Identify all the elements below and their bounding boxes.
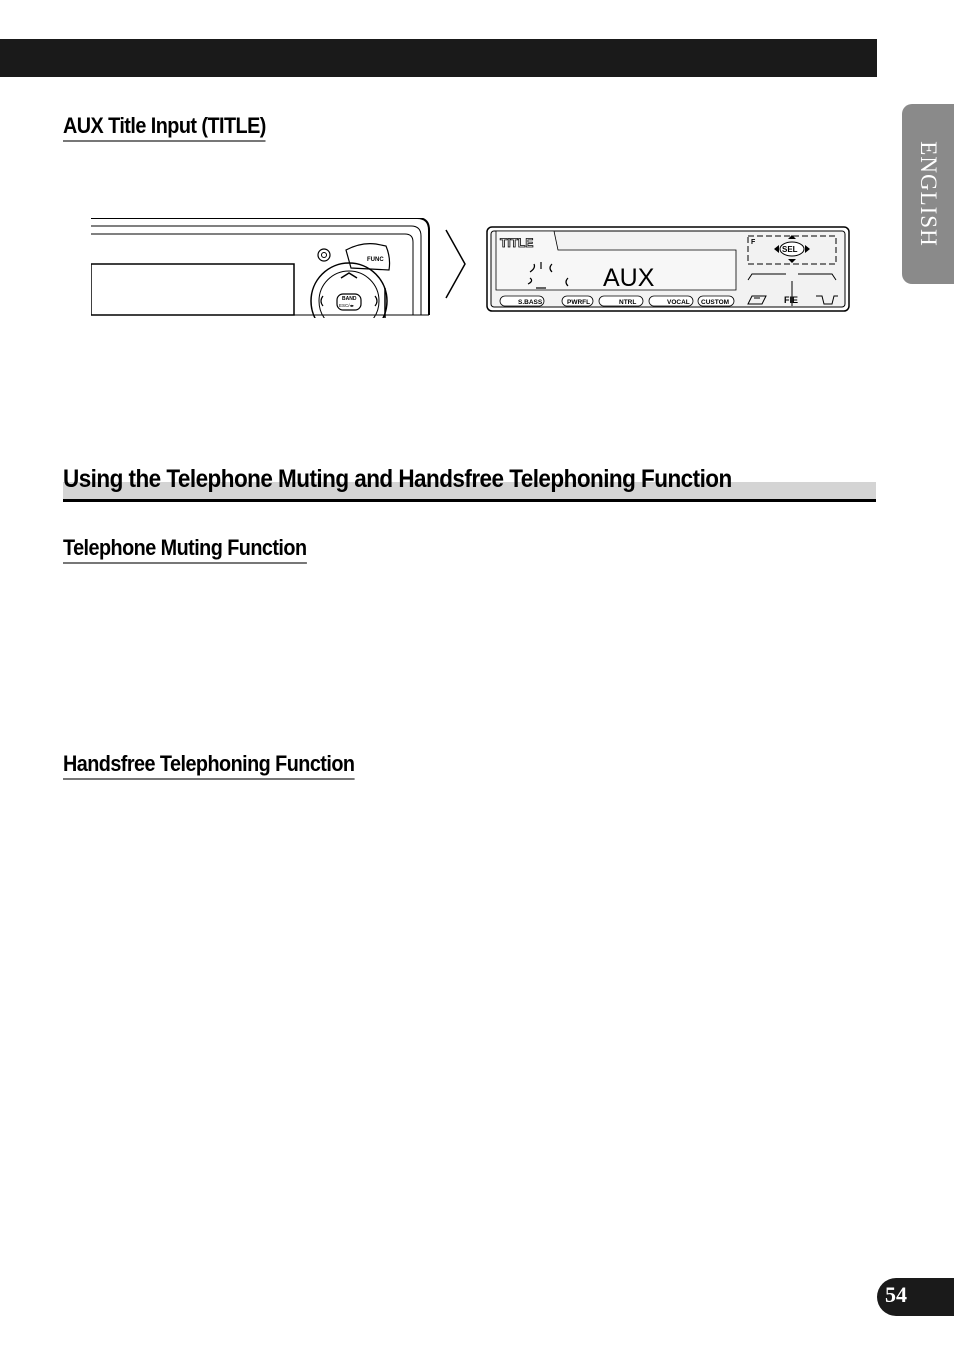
- eq-pwrfl-label: PWRFL: [567, 299, 591, 306]
- handsfree-heading: Handsfree Telephoning Function: [63, 751, 354, 780]
- eq-ntrl-label: NTRL: [619, 299, 637, 306]
- language-tab: [902, 104, 954, 284]
- eq-sbass-label: S.BASS: [518, 299, 543, 306]
- fader-front-label: F: [751, 239, 756, 246]
- band-button-label: BAND: [342, 296, 357, 302]
- arrow-right-icon: [444, 228, 468, 300]
- main-section-heading: Using the Telephone Muting and Handsfree Telephoning Function: [63, 465, 732, 493]
- title-indicator: TITLE: [500, 236, 534, 250]
- eq-custom-label: CUSTOM: [701, 299, 730, 306]
- language-tab-label: ENGLISH: [916, 141, 941, 247]
- fie-indicator: FIE: [784, 295, 799, 305]
- telephone-muting-heading: Telephone Muting Function: [63, 535, 307, 564]
- header-bar: [0, 39, 877, 77]
- sel-indicator: SEL: [782, 245, 798, 254]
- esc-button-label: ESC/◂▸: [339, 303, 355, 308]
- func-button-label: FUNC: [367, 257, 384, 263]
- aux-title-heading: AUX Title Input (TITLE): [63, 113, 266, 142]
- page-number-tab: [877, 1278, 954, 1316]
- page-number: 54: [885, 1282, 907, 1307]
- source-display-text: AUX: [603, 264, 655, 292]
- eq-vocal-label: VOCAL: [667, 299, 690, 306]
- display-illustration: [486, 226, 850, 313]
- head-unit-illustration: [91, 218, 431, 318]
